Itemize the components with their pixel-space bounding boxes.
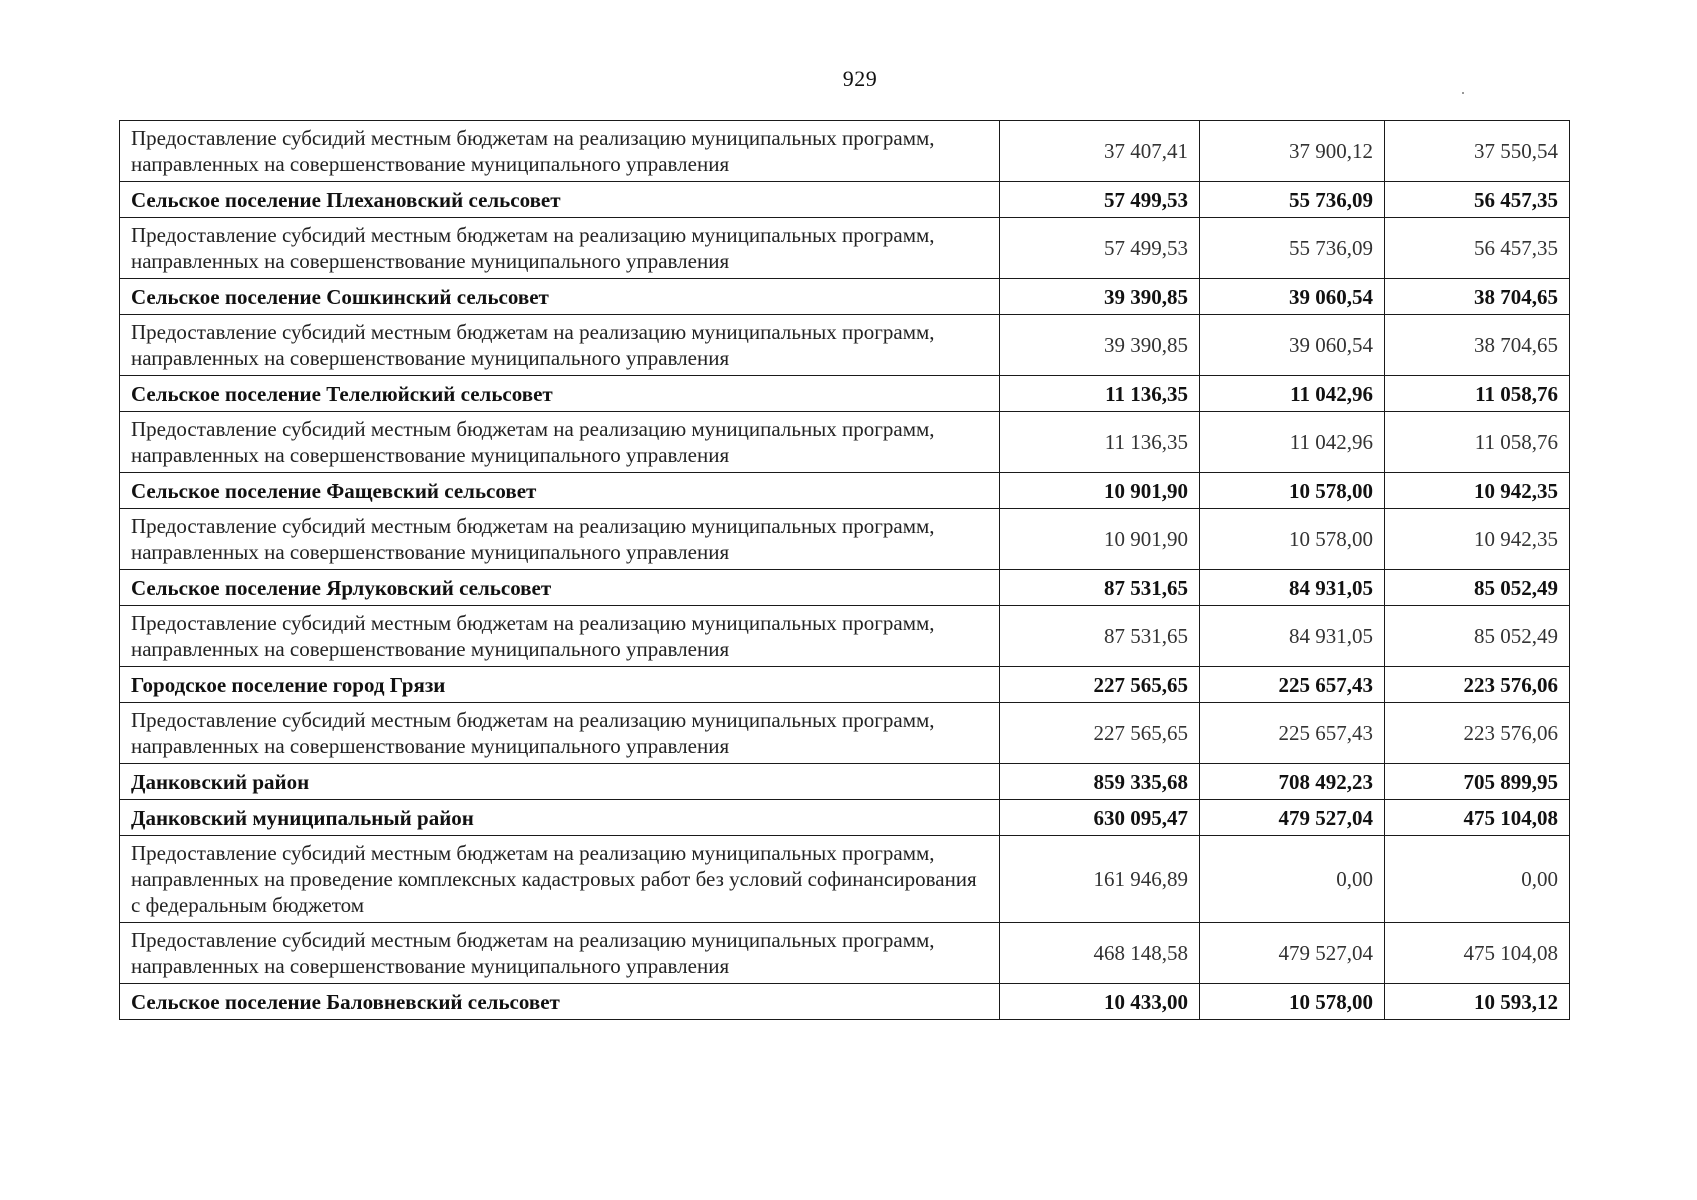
row-value-3: 85 052,49 xyxy=(1385,606,1570,667)
row-value-1: 161 946,89 xyxy=(1000,836,1200,923)
row-value-3: 56 457,35 xyxy=(1385,182,1570,218)
table-row xyxy=(120,218,1570,279)
row-value-2: 479 527,04 xyxy=(1200,800,1385,836)
row-value-2: 225 657,43 xyxy=(1200,667,1385,703)
table-row xyxy=(120,182,1570,218)
table-row xyxy=(120,667,1570,703)
table-row xyxy=(120,412,1570,473)
table-row xyxy=(120,800,1570,836)
row-name: Сельское поселение Плехановский сельсовет xyxy=(120,182,1000,218)
row-value-2: 10 578,00 xyxy=(1200,509,1385,570)
row-value-3: 475 104,08 xyxy=(1385,800,1570,836)
row-name: Сельское поселение Баловневский сельсовет xyxy=(120,984,1000,1020)
row-value-1: 10 901,90 xyxy=(1000,509,1200,570)
row-value-1: 468 148,58 xyxy=(1000,923,1200,984)
table-row xyxy=(120,121,1570,182)
row-value-1: 10 901,90 xyxy=(1000,473,1200,509)
row-value-2: 11 042,96 xyxy=(1200,412,1385,473)
row-name: Предоставление субсидий местным бюджетам на реализацию муниципальных программ, направленных на совершенствование муниципального управления xyxy=(120,121,1000,182)
table-row xyxy=(120,703,1570,764)
row-name: Предоставление субсидий местным бюджетам на реализацию муниципальных программ, направленных на проведение комплексных кадастровых работ без условий софинансирования с федеральным бюджетом xyxy=(120,836,1000,923)
row-value-1: 859 335,68 xyxy=(1000,764,1200,800)
table-row xyxy=(120,279,1570,315)
row-value-2: 0,00 xyxy=(1200,836,1385,923)
row-value-1: 630 095,47 xyxy=(1000,800,1200,836)
table-row xyxy=(120,764,1570,800)
row-value-2: 10 578,00 xyxy=(1200,984,1385,1020)
row-value-2: 39 060,54 xyxy=(1200,315,1385,376)
budget-table-body xyxy=(120,121,1570,1020)
row-value-2: 84 931,05 xyxy=(1200,606,1385,667)
row-value-3: 85 052,49 xyxy=(1385,570,1570,606)
page-number: 929 xyxy=(842,66,878,91)
row-value-3: 10 942,35 xyxy=(1385,473,1570,509)
row-name: Предоставление субсидий местным бюджетам на реализацию муниципальных программ, направленных на совершенствование муниципального управления xyxy=(120,412,1000,473)
table-row xyxy=(120,570,1570,606)
row-name: Сельское поселение Сошкинский сельсовет xyxy=(120,279,1000,315)
row-name: Предоставление субсидий местным бюджетам на реализацию муниципальных программ, направленных на совершенствование муниципального управления xyxy=(120,703,1000,764)
row-name: Предоставление субсидий местным бюджетам на реализацию муниципальных программ, направленных на совершенствование муниципального управления xyxy=(120,218,1000,279)
row-name: Данковский муниципальный район xyxy=(120,800,1000,836)
row-name: Предоставление субсидий местным бюджетам на реализацию муниципальных программ, направленных на совершенствование муниципального управления xyxy=(120,509,1000,570)
row-value-1: 87 531,65 xyxy=(1000,606,1200,667)
row-value-1: 227 565,65 xyxy=(1000,667,1200,703)
row-name: Сельское поселение Ярлуковский сельсовет xyxy=(120,570,1000,606)
row-value-1: 11 136,35 xyxy=(1000,376,1200,412)
row-name: Сельское поселение Телелюйский сельсовет xyxy=(120,376,1000,412)
row-value-3: 10 593,12 xyxy=(1385,984,1570,1020)
row-value-3: 38 704,65 xyxy=(1385,279,1570,315)
row-value-2: 11 042,96 xyxy=(1200,376,1385,412)
row-value-2: 708 492,23 xyxy=(1200,764,1385,800)
row-value-1: 57 499,53 xyxy=(1000,182,1200,218)
row-value-3: 10 942,35 xyxy=(1385,509,1570,570)
row-name: Данковский район xyxy=(120,764,1000,800)
row-value-3: 475 104,08 xyxy=(1385,923,1570,984)
row-value-2: 479 527,04 xyxy=(1200,923,1385,984)
row-value-3: 705 899,95 xyxy=(1385,764,1570,800)
row-value-3: 223 576,06 xyxy=(1385,667,1570,703)
row-value-3: 37 550,54 xyxy=(1385,121,1570,182)
row-name: Предоставление субсидий местным бюджетам на реализацию муниципальных программ, направленных на совершенствование муниципального управления xyxy=(120,606,1000,667)
row-value-1: 39 390,85 xyxy=(1000,315,1200,376)
row-value-3: 0,00 xyxy=(1385,836,1570,923)
table-row xyxy=(120,606,1570,667)
row-value-3: 56 457,35 xyxy=(1385,218,1570,279)
row-value-2: 55 736,09 xyxy=(1200,218,1385,279)
table-row xyxy=(120,836,1570,923)
row-value-3: 11 058,76 xyxy=(1385,412,1570,473)
row-value-3: 11 058,76 xyxy=(1385,376,1570,412)
budget-table xyxy=(119,120,1570,1020)
row-name: Сельское поселение Фащевский сельсовет xyxy=(120,473,1000,509)
row-value-1: 37 407,41 xyxy=(1000,121,1200,182)
row-value-1: 39 390,85 xyxy=(1000,279,1200,315)
row-value-1: 11 136,35 xyxy=(1000,412,1200,473)
row-value-1: 10 433,00 xyxy=(1000,984,1200,1020)
row-value-2: 39 060,54 xyxy=(1200,279,1385,315)
row-value-2: 55 736,09 xyxy=(1200,182,1385,218)
table-row xyxy=(120,984,1570,1020)
row-name: Предоставление субсидий местным бюджетам на реализацию муниципальных программ, направленных на совершенствование муниципального управления xyxy=(120,923,1000,984)
row-name: Городское поселение город Грязи xyxy=(120,667,1000,703)
row-value-3: 38 704,65 xyxy=(1385,315,1570,376)
row-value-1: 87 531,65 xyxy=(1000,570,1200,606)
row-value-2: 10 578,00 xyxy=(1200,473,1385,509)
row-value-1: 57 499,53 xyxy=(1000,218,1200,279)
row-value-2: 37 900,12 xyxy=(1200,121,1385,182)
table-row xyxy=(120,376,1570,412)
scan-speck xyxy=(1462,92,1464,94)
row-value-3: 223 576,06 xyxy=(1385,703,1570,764)
row-value-2: 225 657,43 xyxy=(1200,703,1385,764)
table-row xyxy=(120,473,1570,509)
row-value-2: 84 931,05 xyxy=(1200,570,1385,606)
row-name: Предоставление субсидий местным бюджетам на реализацию муниципальных программ, направленных на совершенствование муниципального управления xyxy=(120,315,1000,376)
table-row xyxy=(120,509,1570,570)
row-value-1: 227 565,65 xyxy=(1000,703,1200,764)
table-row xyxy=(120,315,1570,376)
table-row xyxy=(120,923,1570,984)
